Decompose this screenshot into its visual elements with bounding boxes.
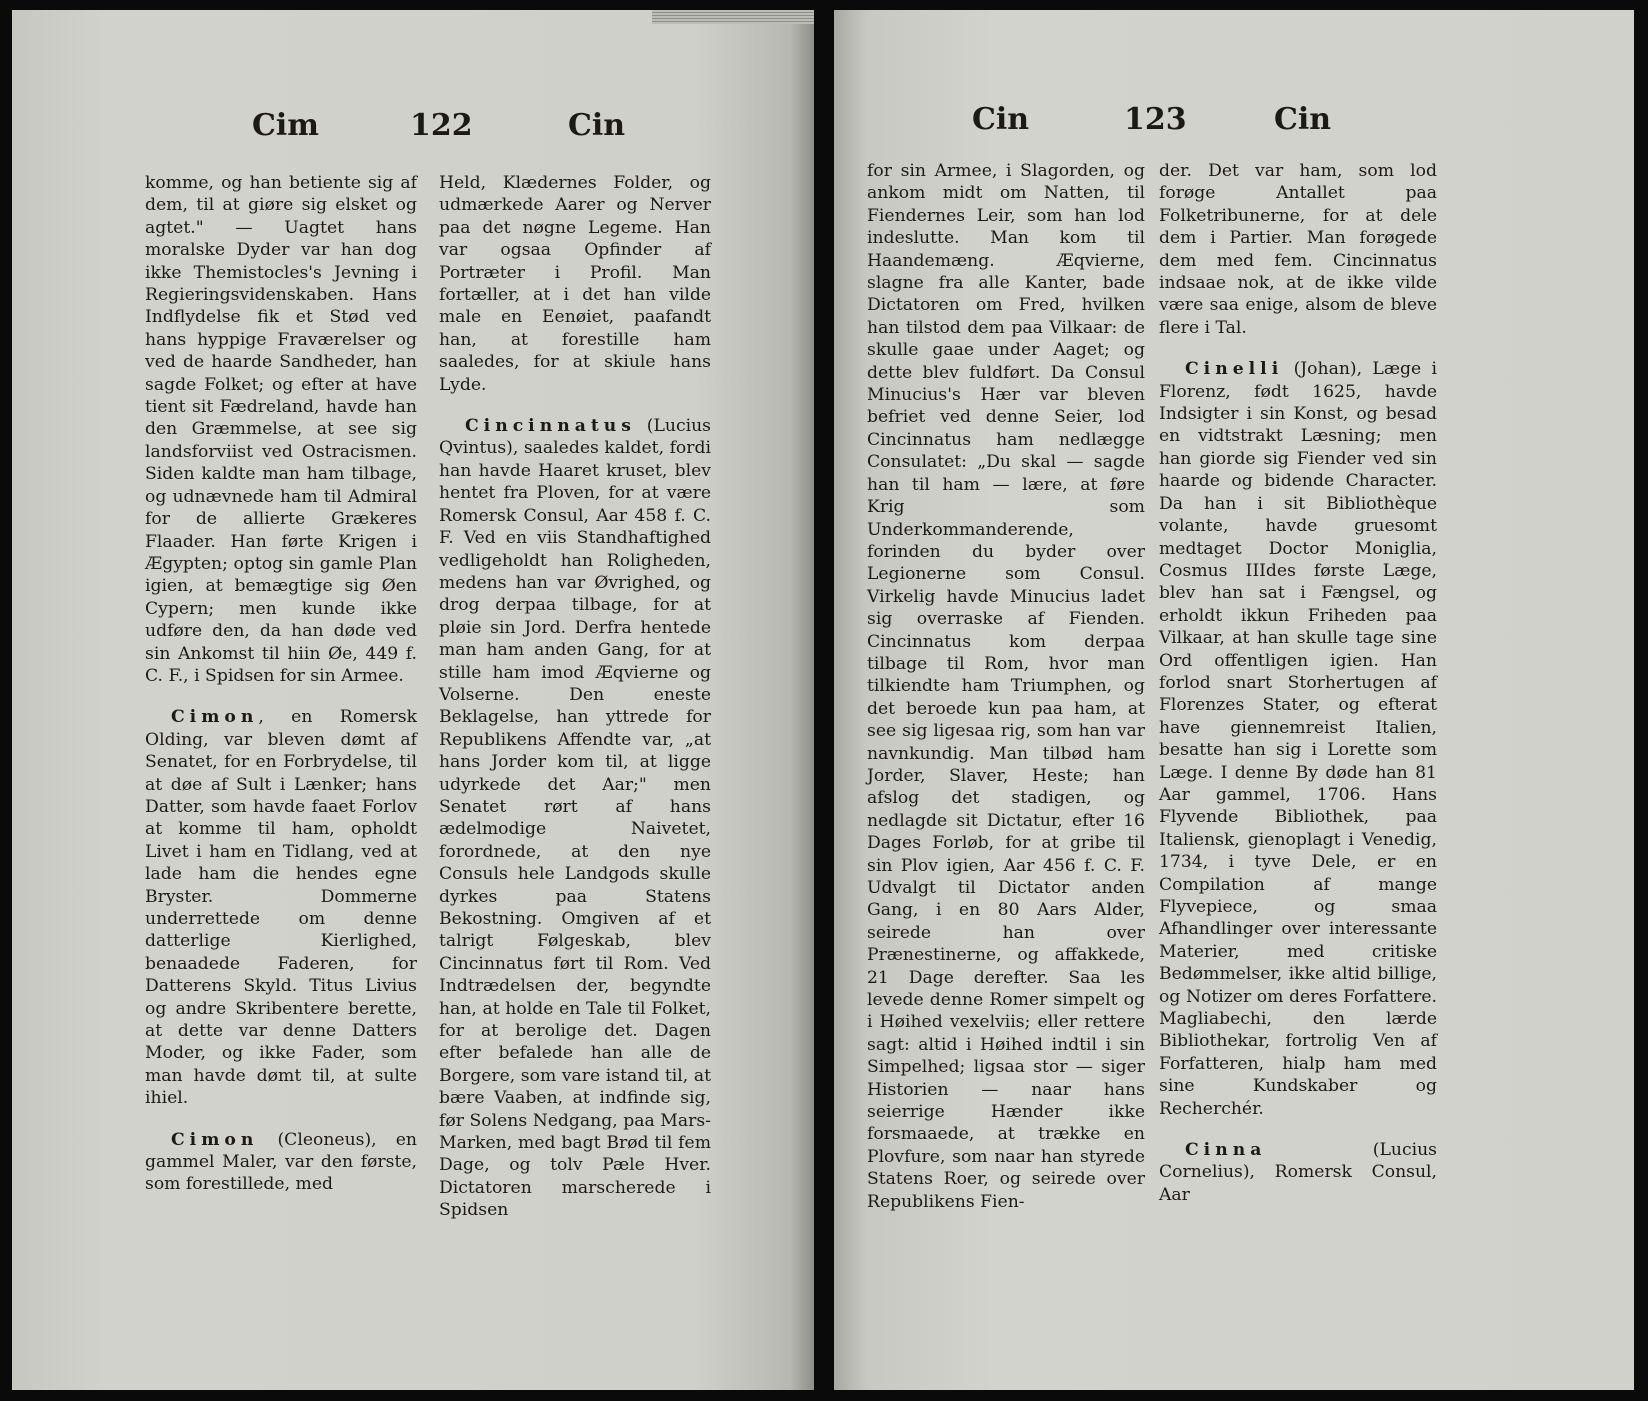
article-paragraph [1159, 358, 1437, 1120]
left-page [12, 10, 814, 1390]
page-number: 122 [410, 108, 473, 143]
entry-text: (Lucius Cornelius), Romersk Consul, Aar [1159, 1140, 1437, 1205]
entry-text: komme, og han betiente sig af dem, til at giøre sig elsket og agtet." — Uagtet hans moralske Dyder var han dog ikke Themistocles's Jevning i Regieringsvidenskaben. Hans Indflydelse fik et Stød ved hans hyppige Fraværelser og ved de haarde Sandheder, han sagde Folket; og efter at have tient sit Fædreland, havde han den Græmmelse, at see sig landsforviist ved Ostracismen. Siden kaldte man ham tilbage, og udnævnede ham til Admiral for de allierte Grækeres Flaader. Han førte Krigen i Ægypten; optog sin gamle Plan igien, at bemægtige sig Øen Cypern; men kunde ikke udføre den, da han døde ved sin Ankomst til hiin Øe, 449 f. C. F., i Spidsen for sin Armee. [145, 173, 417, 686]
article-paragraph [439, 172, 711, 396]
entry-text: for sin Armee, i Slagorden, og ankom midt om Natten, til Fiendernes Leir, som han lod indeslutte. Man kom til Haandemæng. Æqvierne, slagne fra alle Kanter, bade Dictatoren om Fred, hvilken han tilstod dem paa Vilkaar: de skulle gaae under Aaget; og dette blev fuldført. Da Consul Minucius's Hær var bleven befriet ved denne Seier, lod Cincinnatus ham nedlægge Consulatet: „Du skal — sagde han til ham — lære, at føre Krig som Underkommanderende, forinden du byder over Legionerne som Consul. Virkelig havde Minucius ladet sig overraske af Fienden. Cincinnatus kom derpaa tilbage til Rom, hvor man tilkiendte ham Triumphen, og det beroede kun paa ham, at see sig ligesaa rig, som han var navnkundig. Man tilbød ham Jorder, Slaver, Heste; han afslog det stadigen, og nedlagde sit Dictatur, efter 16 Dages Forløb, for at gribe til sin Plov igien, Aar 456 f. C. F. Udvalgt til Dictator anden Gang, i en 80 Aars Alder, seirede han over Prænestinerne, og affakkede, 21 Dage derefter. Saa les levede denne Romer simpelt og i Høihed vexelviis; eller rettere sagt: altid i Høihed indtil i sin Simpelhed; ligsaa stor — siger Historien — naar hans seierrige Hænder ikke forsmaaede, at trække en Plovfure, som naar han styrede Statens Roer, og seirede over Republikens Fien- [867, 161, 1145, 1212]
article-paragraph [145, 1129, 417, 1196]
article-paragraph [867, 160, 1145, 1213]
left-page-column-2 [439, 172, 711, 1222]
entry-headword: Cimon [171, 707, 259, 728]
entry-text: (Lucius Qvintus), saaledes kaldet, fordi han havde Haaret kruset, blev hentet fra Ploven, for at være Romersk Consul, Aar 458 f. C. F. Ved en viis Standhaftighed vedligeholdt han Roligheden, medens han var Øvrighed, og drog derpaa tilbage, for at pløie sin Jord. Derfra hentede man ham anden Gang, for at stille ham imod Æqvierne og Volserne. Den eneste Beklagelse, han yttrede for Republikens Affendte var, „at hans Jorder kom til, at ligge udyrkede det Aar;" men Senatet rørt af hans ædelmodige Naivetet, forordnede, at den nye Consuls hele Landgods skulle dyrkes paa Statens Bekostning. Omgiven af et talrigt Følgeskab, blev Cincinnatus ført til Rom. Ved Indtrædelsen der, begyndte han, at holde en Tale til Folket, for at berolige det. Dagen efter befalede han alle de Borgere, som vare istand til, at bære Vaaben, at indfinde sig, før Solens Nedgang, paa Mars-Marken, med bagt Brød til fem Dage, og tolv Pæle Hver. Dictatoren marscherede i Spidsen [439, 416, 711, 1221]
entry-headword: Cinelli [1185, 359, 1284, 380]
left-page-header [12, 108, 814, 168]
entry-headword: Cimon [171, 1129, 259, 1150]
entry-text: (Johan), Læge i Florenz, født 1625, havde Indsigter i sin Konst, og besad en vidtstrakt Læsning; men han giorde sig Fiender ved sin haarde og bidende Character. Da han i sit Bibliothèque volante, havde gruesomt medtaget Doctor Moniglia, Cosmus IIIdes første Læge, blev han sat i Fængsel, og erholdt ikkun Friheden paa Vilkaar, at han skulle tage sine Ord offentligen igien. Han forlod snart Storhertugen af Florenzes Stater, og efterat have giennemreist Italien, besatte han sig i Lorette som Læge. I denne By døde han 81 Aar gammel, 1706. Hans Flyvende Bibliothek, paa Italiensk, gienoplagt i Venedig, 1734, i tyve Dele, er en Compilation af mange Flyvepiece, og smaa Afhandlinger over interessante Materier, med critiske Bedømmelser, ikke altid billige, og Notizer om deres Forfattere. Magliabechi, den lærde Bibliothekar, fortrolig Ven af Forfatteren, hialp ham med sine Kundskaber og Recherchér. [1159, 359, 1437, 1119]
page-edges [652, 10, 814, 24]
entry-text: der. Det var ham, som lod forøge Antallet paa Folketribunerne, for at dele dem i Partier. Man forøgede dem med fem. Cincinnatus indsaae nok, at de ikke vilde være saa enige, alsom de bleve flere i Tal. [1159, 161, 1437, 338]
right-page-column-1 [867, 160, 1145, 1213]
right-page [834, 10, 1634, 1390]
page-number: 123 [1124, 102, 1187, 137]
entry-text: , en Romersk Olding, var bleven dømt af Senatet, for en Forbrydelse, til at døe af Sult i Lænker; hans Datter, som havde faaet Forlov at komme til ham, opholdt Livet i ham en Tidlang, ved at lade ham die hendes egne Bryster. Dommerne underrettede om denne datterlige Kierlighed, benaadede Faderen, for Datterens Skyld. Titus Livius og andre Skribentere berette, at dette var denne Datters Moder, og ikke Fader, som man havde dømt til, at sulte ihiel. [145, 707, 417, 1109]
article-paragraph [145, 706, 417, 1109]
article-paragraph [145, 172, 417, 687]
right-page-header [834, 102, 1634, 162]
entry-text: Held, Klædernes Folder, og udmærkede Aarer og Nerver paa det nøgne Legeme. Han var ogsaa Opfinder af Portræter i Profil. Man fortæller, at i det han vilde male en Eenøiet, paafandt han, at forestille ham saaledes, for at skiule hans Lyde. [439, 173, 711, 395]
running-head-left: Cin [972, 102, 1030, 137]
running-head-left: Cim [252, 108, 320, 143]
entry-headword: Cinna [1185, 1140, 1267, 1161]
right-page-column-2 [1159, 160, 1437, 1206]
running-head-right: Cin [1274, 102, 1332, 137]
entry-text: (Cleoneus), en gammel Maler, var den første, som forestillede, med [145, 1129, 417, 1195]
running-head-right: Cin [568, 108, 626, 143]
entry-headword: Cincinnatus [465, 416, 636, 437]
article-paragraph [1159, 1139, 1437, 1206]
left-page-column-1 [145, 172, 417, 1196]
article-paragraph [1159, 160, 1437, 339]
article-paragraph [439, 415, 711, 1222]
